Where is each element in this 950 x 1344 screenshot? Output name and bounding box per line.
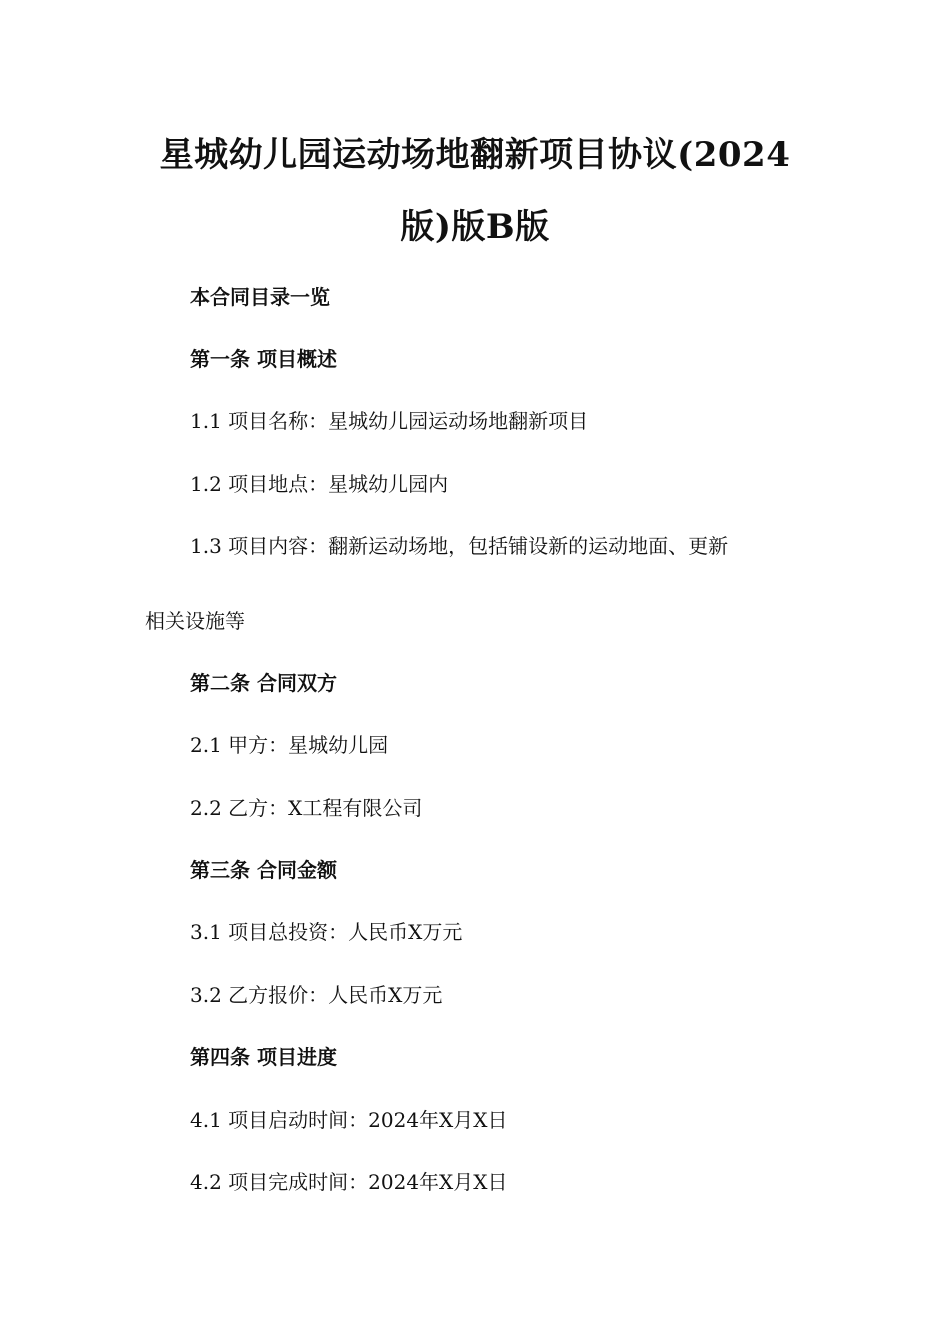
article-1-item-1: 1.1 项目名称：星城幼儿园运动场地翻新项目 bbox=[190, 409, 589, 433]
article-2-item-1: 2.1 甲方：星城幼儿园 bbox=[190, 733, 389, 757]
article-3-item-1: 3.1 项目总投资：人民币X万元 bbox=[190, 920, 463, 944]
article-2-item-2: 2.2 乙方：X工程有限公司 bbox=[190, 796, 423, 820]
article-1-item-3: 1.3 项目内容：翻新运动场地，包括铺设新的运动地面、更新 bbox=[190, 534, 729, 558]
article-4-item-1: 4.1 项目启动时间：2024年X月X日 bbox=[190, 1108, 508, 1132]
document-title-line-2: 版)版B版 bbox=[400, 207, 550, 247]
article-1-heading: 第一条 项目概述 bbox=[190, 347, 337, 371]
article-3-item-2: 3.2 乙方报价：人民币X万元 bbox=[190, 983, 443, 1007]
article-2-heading: 第二条 合同双方 bbox=[190, 671, 337, 695]
article-4-heading: 第四条 项目进度 bbox=[190, 1045, 337, 1069]
article-1-item-3-continuation: 相关设施等 bbox=[145, 609, 245, 633]
article-1-item-2: 1.2 项目地点：星城幼儿园内 bbox=[190, 472, 449, 496]
document-title-line-1: 星城幼儿园运动场地翻新项目协议(2024 bbox=[159, 135, 791, 175]
article-3-heading: 第三条 合同金额 bbox=[190, 858, 337, 882]
toc-heading: 本合同目录一览 bbox=[190, 285, 330, 309]
article-4-item-2: 4.2 项目完成时间：2024年X月X日 bbox=[190, 1170, 508, 1194]
